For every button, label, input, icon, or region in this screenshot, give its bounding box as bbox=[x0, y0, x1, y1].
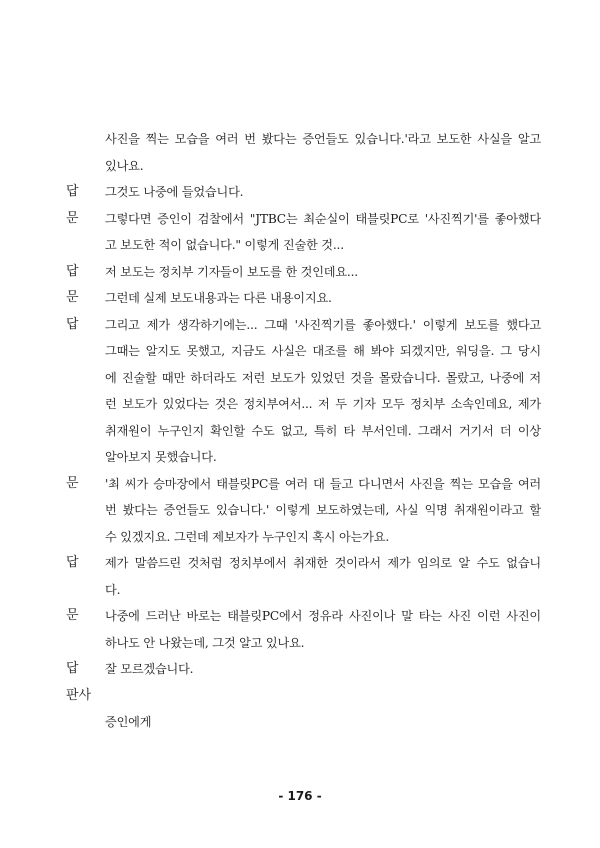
text-line: 저 보도는 정치부 기자들이 보도를 한 것인데요... bbox=[105, 264, 358, 279]
speaker-label: 답 bbox=[66, 184, 79, 199]
text-line: 수 있겠지요. 그런데 제보자가 누구인지 혹시 아는가요. bbox=[105, 529, 390, 544]
speech-text bbox=[105, 126, 541, 179]
speech-text bbox=[105, 709, 541, 736]
speaker-label: 답 bbox=[66, 555, 79, 570]
speech-text bbox=[105, 179, 541, 206]
speaker-label: 판사 bbox=[66, 687, 92, 703]
speaker-label: 답 bbox=[66, 316, 79, 332]
text-line: 그런데 실제 보도내용과는 다른 내용이지요. bbox=[105, 291, 332, 305]
text-line: 나중에 드러난 바로는 태블릿PC에서 정유라 사진이나 말 타는 사진 이런 사진이 bbox=[105, 609, 541, 623]
page-number: - 176 - bbox=[278, 789, 322, 803]
speech-text bbox=[105, 259, 541, 286]
text-line: 잘 모르겠습니다. bbox=[105, 662, 194, 676]
text-line: 그렇다면 증인이 검찰에서 "JTBC는 최순실이 태블릿PC로 '사진찍기'를 좋아했다 bbox=[105, 211, 541, 226]
speaker-label: 문 bbox=[66, 475, 79, 491]
text-line: 있나요. bbox=[105, 158, 144, 173]
speech-text bbox=[105, 285, 541, 312]
text-line: 그것도 나중에 들었습니다. bbox=[105, 185, 244, 199]
speech-text bbox=[105, 550, 541, 603]
text-line: 고 보도한 적이 없습니다." 이렇게 진술한 것... bbox=[105, 238, 344, 252]
text-line: 그리고 제가 생각하기에는... 그때 '사진찍기를 좋아했다.' 이렇게 보도를 했다고 bbox=[105, 317, 541, 332]
text-line: 그때는 알지도 못했고, 지금도 사실은 대조를 해 봐야 되겠지만, 워딩을. 그 당시 bbox=[105, 344, 541, 358]
speech-text bbox=[105, 312, 541, 471]
speaker-label: 답 bbox=[66, 263, 79, 279]
speaker-label: 문 bbox=[66, 290, 79, 305]
speech-text bbox=[105, 656, 541, 683]
text-line: 에 진술할 때만 하더라도 저런 보도가 있었던 것을 몰랐습니다. 몰랐고, 나중에 저 bbox=[105, 370, 541, 385]
speech-text bbox=[105, 471, 541, 551]
text-line: 하나도 안 나왔는데, 그것 알고 있나요. bbox=[105, 635, 305, 650]
text-line: 런 보도가 있었다는 것은 정치부여서... 저 두 기자 모두 정치부 소속인데요, 제가 bbox=[105, 397, 541, 411]
text-line: 취재원이 누구인지 확인할 수도 없고, 특히 타 부서인데. 그래서 거기서 더 이상 bbox=[105, 423, 541, 438]
text-line: 다. bbox=[105, 582, 121, 597]
speaker-label: 문 bbox=[66, 608, 79, 623]
speech-text bbox=[105, 206, 541, 259]
text-line: 번 봤다는 증언들도 있습니다.' 이렇게 보도하였는데, 사실 익명 취재원이라고 할 bbox=[105, 503, 541, 517]
text-line: '최 씨가 승마장에서 태블릿PC를 여러 대 들고 다니면서 사진을 찍는 모습을 여러 bbox=[105, 476, 541, 491]
text-line: 알아보지 못했습니다. bbox=[105, 450, 217, 464]
text-line: 증인에게 bbox=[105, 715, 152, 729]
speech-text bbox=[105, 603, 541, 656]
speaker-label: 답 bbox=[66, 661, 79, 676]
speaker-label: 문 bbox=[66, 210, 79, 226]
text-line: 사진을 찍는 모습을 여러 번 봤다는 증언들도 있습니다.'라고 보도한 사실을 알고 bbox=[105, 132, 541, 146]
text-line: 제가 말씀드린 것처럼 정치부에서 취재한 것이라서 제가 임의로 알 수도 없습니 bbox=[105, 556, 541, 570]
